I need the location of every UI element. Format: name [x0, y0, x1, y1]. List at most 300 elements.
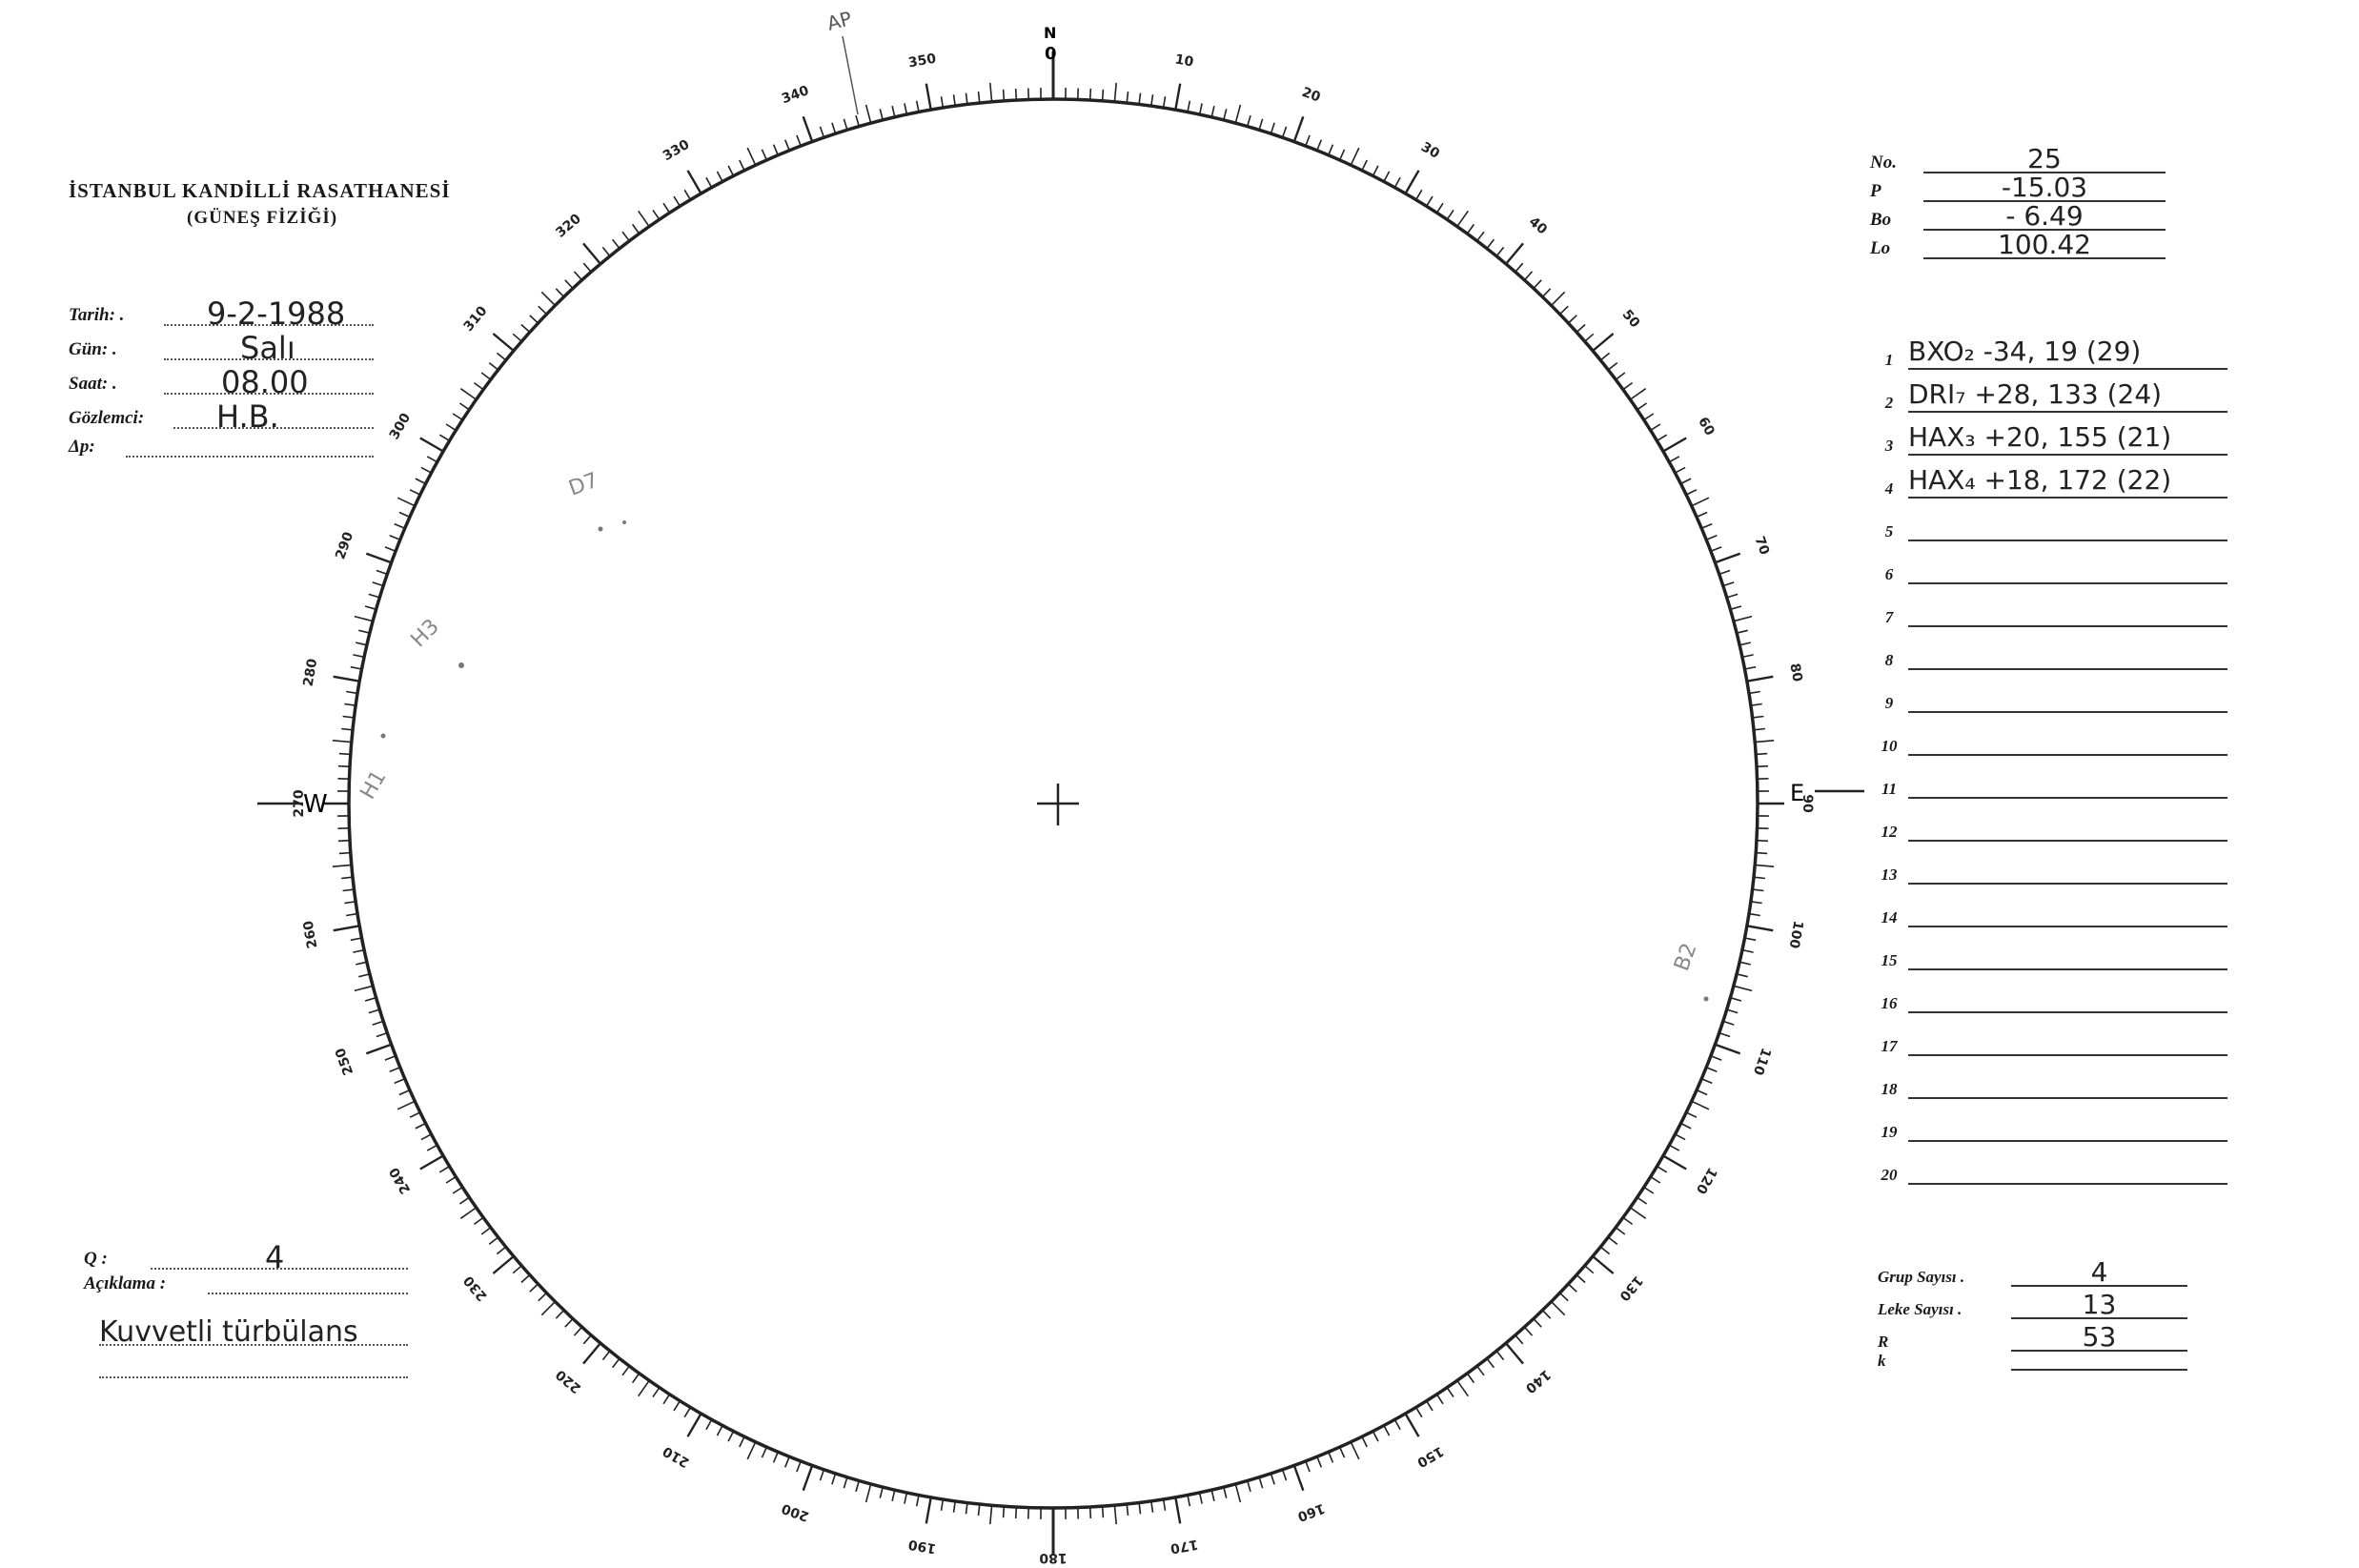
spot-label-h1: H1 — [356, 766, 392, 804]
degree-tick — [1600, 353, 1609, 360]
center-crosshair — [1037, 784, 1079, 825]
desc-field[interactable]: Kuvvetli türbülans — [99, 1315, 408, 1346]
degree-tick — [1637, 1197, 1647, 1204]
degree-tick — [333, 741, 352, 743]
degree-tick — [832, 1474, 836, 1484]
degree-tick — [1224, 109, 1227, 120]
degree-tick — [339, 754, 351, 755]
no-label: No. — [1870, 153, 1897, 173]
degree-tick — [334, 677, 360, 682]
degree-tick — [453, 414, 462, 420]
degree-tick — [459, 1197, 469, 1204]
group-row-number: 14 — [1881, 908, 1898, 927]
degree-tick — [1757, 841, 1768, 842]
degree-tick — [1623, 383, 1633, 390]
group-row-number: 1 — [1884, 351, 1894, 369]
axis-arrow — [843, 36, 858, 114]
degree-tick — [1329, 145, 1333, 155]
group-row-entry[interactable]: HAX₄ +18, 172 (22) — [1908, 464, 2227, 499]
degree-tick — [1175, 84, 1180, 111]
degree-tick — [622, 232, 629, 241]
degree-label: 60 — [1695, 415, 1718, 438]
degree-tick — [385, 547, 396, 551]
degree-tick — [797, 1461, 801, 1472]
group-row-number: 13 — [1881, 865, 1898, 884]
group-row-number: 8 — [1884, 651, 1894, 669]
no-field[interactable]: 25 — [1923, 143, 2166, 173]
degree-tick — [397, 1101, 415, 1110]
degree-tick — [1416, 1407, 1422, 1416]
degree-tick — [674, 196, 680, 206]
degree-tick — [684, 190, 690, 199]
degree-tick — [474, 1217, 483, 1224]
degree-tick — [1384, 1426, 1390, 1436]
degree-tick — [338, 841, 350, 842]
group-row-entry[interactable]: HAX₃ +20, 155 (21) — [1908, 421, 2227, 456]
degree-tick — [1437, 203, 1444, 213]
degree-tick — [1090, 89, 1091, 100]
degree-tick — [1757, 766, 1768, 767]
degree-tick — [416, 479, 426, 483]
lo-field[interactable]: 100.42 — [1923, 229, 2166, 259]
degree-tick — [1351, 1442, 1359, 1459]
degree-tick — [926, 1497, 931, 1524]
degree-tick — [1711, 1056, 1721, 1060]
degree-tick — [1737, 630, 1748, 633]
degree-tick — [633, 1374, 640, 1383]
degree-tick — [1616, 373, 1625, 379]
degree-tick — [513, 334, 521, 341]
degree-label: 100 — [1785, 919, 1806, 950]
degree-tick — [583, 263, 591, 272]
group-row-number: 16 — [1881, 994, 1898, 1012]
degree-tick — [1447, 1388, 1454, 1397]
degree-tick — [1651, 424, 1660, 430]
degree-tick — [639, 211, 649, 226]
degree-tick — [1737, 974, 1748, 977]
degree-tick — [1734, 617, 1752, 621]
degree-tick — [1701, 524, 1712, 529]
degree-tick — [1719, 571, 1730, 575]
degree-tick — [1637, 403, 1647, 410]
degree-tick — [1004, 90, 1005, 101]
degree-tick — [583, 243, 600, 264]
degree-tick — [1373, 1432, 1378, 1442]
group-count-field[interactable]: 4 — [2011, 1256, 2187, 1287]
degree-tick — [1681, 479, 1692, 483]
degree-tick — [774, 1452, 779, 1462]
k-label: k — [1878, 1352, 1886, 1370]
degree-tick — [565, 280, 573, 289]
degree-tick — [1306, 135, 1310, 146]
degree-tick — [674, 1401, 680, 1411]
degree-tick — [1569, 316, 1577, 323]
degree-label: 50 — [1618, 306, 1643, 332]
group-row-entry[interactable]: DRI₇ +28, 133 (24) — [1908, 378, 2227, 413]
degree-label: 260 — [300, 919, 321, 950]
sunspot-dot — [458, 662, 464, 668]
degree-tick — [1467, 224, 1474, 234]
degree-label: 230 — [460, 1273, 491, 1304]
degree-tick — [556, 289, 563, 297]
degree-tick — [513, 1266, 521, 1273]
degree-tick — [539, 1293, 547, 1300]
degree-tick — [369, 1009, 380, 1013]
degree-tick — [1686, 1112, 1697, 1117]
degree-tick — [1719, 1033, 1730, 1037]
degree-label: 10 — [1173, 51, 1195, 71]
degree-tick — [565, 1319, 573, 1328]
degree-tick — [954, 1501, 956, 1513]
degree-tick — [1593, 1256, 1614, 1273]
degree-tick — [1663, 438, 1686, 452]
degree-tick — [427, 457, 437, 462]
degree-tick — [1754, 729, 1765, 730]
degree-tick — [1560, 1293, 1569, 1300]
degree-tick — [376, 1033, 387, 1037]
p-field[interactable]: -15.03 — [1923, 172, 2166, 202]
degree-tick — [1200, 1493, 1203, 1504]
observer-label: Gözlemci: — [69, 408, 145, 428]
degree-tick — [1259, 119, 1263, 131]
degree-tick — [1016, 1507, 1017, 1518]
degree-tick — [1723, 582, 1734, 586]
degree-tick — [416, 1124, 426, 1129]
degree-tick — [1384, 172, 1390, 182]
degree-tick — [1259, 1477, 1263, 1489]
degree-tick — [1585, 1266, 1594, 1273]
degree-tick — [1534, 280, 1541, 289]
group-row-number: 12 — [1881, 823, 1898, 841]
degree-tick — [474, 383, 483, 390]
degree-tick — [663, 1395, 670, 1404]
degree-tick — [493, 334, 514, 351]
degree-tick — [1727, 1009, 1739, 1013]
degree-tick — [1317, 140, 1322, 151]
degree-label: 210 — [660, 1442, 693, 1471]
degree-label: 290 — [333, 530, 357, 561]
degree-tick — [339, 853, 351, 854]
time-label: Saat: . — [69, 374, 117, 394]
degree-tick — [493, 1256, 514, 1273]
degree-tick — [1127, 92, 1128, 103]
degree-tick — [1739, 962, 1751, 965]
degree-tick — [892, 106, 895, 117]
sunspot-dot — [622, 520, 626, 524]
group-row-number: 15 — [1881, 951, 1898, 969]
degree-label: 350 — [906, 51, 938, 71]
r-field[interactable]: 53 — [2011, 1321, 2187, 1352]
degree-tick — [353, 950, 364, 953]
observer-field[interactable]: H.B. — [173, 398, 374, 429]
degree-tick — [1394, 1419, 1400, 1430]
degree-tick — [1542, 1311, 1550, 1319]
date-field[interactable]: 9-2-1988 — [164, 295, 374, 326]
group-row-number: 11 — [1881, 780, 1898, 798]
degree-tick — [1630, 1208, 1645, 1218]
bo-label: Bo — [1870, 210, 1892, 230]
degree-tick — [1294, 116, 1304, 141]
degree-tick — [344, 704, 356, 706]
degree-tick — [1457, 211, 1468, 226]
group-row-number: 3 — [1884, 437, 1894, 455]
degree-tick — [1151, 94, 1153, 106]
degree-tick — [1506, 243, 1523, 264]
lo-label: Lo — [1870, 238, 1891, 258]
degree-tick — [1235, 105, 1240, 123]
degree-tick — [385, 1056, 396, 1060]
degree-tick — [446, 1177, 456, 1183]
degree-tick — [1362, 1436, 1367, 1447]
degree-tick — [365, 606, 376, 609]
degree-tick — [613, 1358, 620, 1368]
degree-tick — [602, 247, 610, 255]
degree-tick — [1525, 272, 1533, 280]
degree-tick — [1747, 677, 1774, 682]
degree-tick — [797, 135, 801, 146]
degree-tick — [1681, 1124, 1692, 1129]
sunspot-dot — [1704, 997, 1709, 1002]
spot-count-field[interactable]: 13 — [2011, 1289, 2187, 1319]
degree-tick — [341, 877, 353, 878]
degree-tick — [1585, 334, 1594, 341]
degree-label: 80 — [1786, 662, 1805, 683]
degree-tick — [1248, 1480, 1251, 1492]
degree-tick — [1175, 1497, 1180, 1524]
degree-tick — [1496, 1351, 1504, 1359]
degree-tick — [421, 467, 432, 473]
degree-label: 90 — [1800, 794, 1815, 813]
degree-label: 340 — [780, 83, 811, 108]
degree-tick — [397, 498, 415, 506]
q-field[interactable]: 4 — [151, 1239, 408, 1270]
degree-tick — [1742, 950, 1754, 953]
degree-tick — [366, 554, 391, 563]
degree-tick — [1749, 692, 1760, 694]
degree-tick — [1608, 363, 1617, 370]
group-row-entry[interactable]: BXO₂ -34, 19 (29) — [1908, 336, 2227, 370]
west-label: W — [303, 790, 328, 819]
degree-tick — [942, 96, 944, 108]
group-row-number: 17 — [1881, 1037, 1898, 1055]
degree-tick — [1534, 1319, 1541, 1328]
degree-tick — [1271, 123, 1274, 133]
day-field[interactable]: Salı — [164, 330, 374, 360]
degree-tick — [880, 109, 883, 120]
degree-tick — [395, 524, 405, 529]
group-row-number: 9 — [1884, 694, 1894, 712]
east-label: E — [1790, 780, 1805, 806]
degree-tick — [1447, 210, 1454, 219]
degree-tick — [653, 1388, 660, 1397]
degree-label: 70 — [1751, 534, 1773, 558]
degree-tick — [1600, 1247, 1609, 1254]
group-count-label: Grup Sayısı . — [1878, 1268, 1965, 1286]
degree-tick — [369, 594, 380, 598]
degree-tick — [1427, 1401, 1433, 1411]
degree-tick — [866, 1484, 871, 1502]
degree-tick — [803, 1465, 813, 1490]
degree-tick — [1560, 306, 1569, 314]
degree-tick — [439, 435, 449, 440]
degree-tick — [966, 93, 967, 105]
degree-tick — [459, 403, 469, 410]
degree-tick — [390, 536, 400, 540]
degree-tick — [366, 1045, 391, 1054]
north-zero-label: 0 — [1045, 44, 1057, 64]
degree-tick — [763, 150, 767, 160]
degree-tick — [1114, 1505, 1116, 1524]
degree-tick — [539, 306, 547, 314]
group-row-number: 4 — [1884, 479, 1894, 498]
degree-tick — [1188, 1495, 1190, 1506]
degree-tick — [1701, 1079, 1712, 1084]
desc-label: Açıklama : — [84, 1273, 167, 1293]
degree-tick — [399, 513, 410, 518]
degree-tick — [1406, 1414, 1419, 1436]
degree-tick — [481, 1228, 491, 1234]
degree-label: 30 — [1418, 139, 1442, 162]
degree-tick — [530, 1284, 539, 1292]
degree-tick — [1676, 467, 1686, 473]
degree-tick — [481, 373, 491, 379]
degree-tick — [338, 766, 350, 767]
degree-tick — [717, 1426, 722, 1436]
degree-tick — [1755, 741, 1774, 743]
degree-tick — [1283, 1470, 1287, 1480]
degree-label: 110 — [1749, 1046, 1774, 1077]
degree-tick — [343, 889, 355, 890]
degree-tick — [1090, 1507, 1091, 1518]
degree-tick — [1164, 96, 1166, 108]
degree-tick — [803, 116, 813, 141]
group-row-number: 6 — [1884, 565, 1894, 583]
group-row-number: 18 — [1881, 1080, 1898, 1098]
degree-tick — [1351, 148, 1359, 165]
degree-tick — [346, 914, 357, 916]
degree-tick — [1686, 490, 1697, 495]
degree-tick — [356, 642, 367, 645]
degree-label: 280 — [300, 657, 321, 688]
spot-label-b2: B2 — [1670, 940, 1702, 975]
time-field[interactable]: 08.00 — [164, 364, 374, 395]
degree-tick — [602, 1351, 610, 1359]
degree-tick — [365, 998, 376, 1001]
degree-tick — [1317, 1456, 1322, 1467]
degree-label: 130 — [1616, 1273, 1646, 1304]
degree-label: 140 — [1522, 1366, 1554, 1396]
degree-tick — [1697, 513, 1707, 518]
degree-tick — [1340, 150, 1345, 160]
degree-tick — [728, 166, 733, 176]
degree-tick — [856, 1480, 859, 1492]
degree-tick — [1663, 1156, 1686, 1170]
degree-tick — [530, 316, 539, 323]
degree-tick — [1669, 1145, 1679, 1151]
degree-tick — [1644, 414, 1654, 420]
degree-label: 220 — [553, 1366, 584, 1396]
sunspot-marks — [381, 520, 1709, 1002]
degree-label: 150 — [1413, 1442, 1447, 1471]
degree-tick — [346, 692, 357, 694]
degree-tick — [1515, 1335, 1523, 1344]
institution-title: İSTANBUL KANDİLLİ RASATHANESİ — [69, 179, 451, 202]
degree-tick — [1211, 106, 1214, 117]
degree-tick — [1248, 115, 1251, 127]
degree-tick — [1593, 334, 1614, 351]
degree-tick — [1235, 1484, 1240, 1502]
degree-tick — [344, 902, 356, 904]
degree-tick — [1467, 1374, 1474, 1383]
degree-tick — [575, 272, 582, 280]
axis-label: AP — [824, 6, 855, 35]
degree-tick — [1576, 1275, 1585, 1283]
degree-tick — [917, 101, 919, 112]
degree-tick — [663, 203, 670, 213]
degree-label: 250 — [333, 1046, 357, 1077]
degree-tick — [990, 83, 992, 102]
degree-tick — [1487, 239, 1494, 249]
sunspot-dot — [381, 734, 386, 739]
degree-tick — [1103, 1506, 1104, 1517]
degree-tick — [740, 160, 744, 171]
degree-tick — [583, 1335, 591, 1344]
degree-tick — [427, 1145, 437, 1151]
degree-tick — [990, 1505, 992, 1524]
degree-tick — [1294, 1465, 1304, 1490]
degree-tick — [1406, 171, 1419, 193]
degree-tick — [1271, 1474, 1274, 1484]
north-label: N — [1044, 24, 1057, 42]
degree-tick — [351, 667, 362, 669]
degree-label: 310 — [460, 303, 491, 335]
spot-label-d7: D7 — [565, 468, 602, 501]
degree-tick — [1751, 902, 1762, 904]
degree-tick — [497, 353, 505, 360]
degree-tick — [1437, 1395, 1444, 1404]
degree-tick — [583, 1343, 600, 1364]
degree-tick — [747, 148, 756, 165]
bo-field[interactable]: - 6.49 — [1923, 200, 2166, 231]
spot-label-h3: H3 — [406, 614, 444, 653]
degree-tick — [541, 292, 555, 305]
degree-tick — [1749, 914, 1760, 916]
degree-tick — [639, 1380, 649, 1395]
degree-tick — [856, 115, 859, 127]
degree-tick — [1211, 1490, 1214, 1501]
degree-tick — [1016, 89, 1017, 100]
degree-tick — [333, 865, 352, 866]
degree-tick — [774, 145, 779, 155]
p-label: P — [1870, 181, 1881, 201]
group-row-number: 7 — [1884, 608, 1894, 626]
department-subtitle: (GÜNEŞ FİZİĞİ) — [187, 208, 338, 228]
degree-tick — [497, 1247, 505, 1254]
spot-annotations — [356, 469, 1702, 974]
degree-tick — [1552, 1302, 1565, 1315]
degree-tick — [1744, 667, 1756, 669]
degree-tick — [706, 1419, 712, 1430]
group-row-number: 20 — [1881, 1166, 1898, 1184]
degree-tick — [390, 1068, 400, 1072]
degree-tick — [1730, 998, 1741, 1001]
degree-tick — [1394, 177, 1400, 188]
degree-tick — [1200, 103, 1203, 114]
degree-tick — [1669, 457, 1679, 462]
degree-tick — [410, 1112, 420, 1117]
group-row-number: 19 — [1881, 1123, 1898, 1141]
degree-label: 330 — [660, 136, 693, 165]
